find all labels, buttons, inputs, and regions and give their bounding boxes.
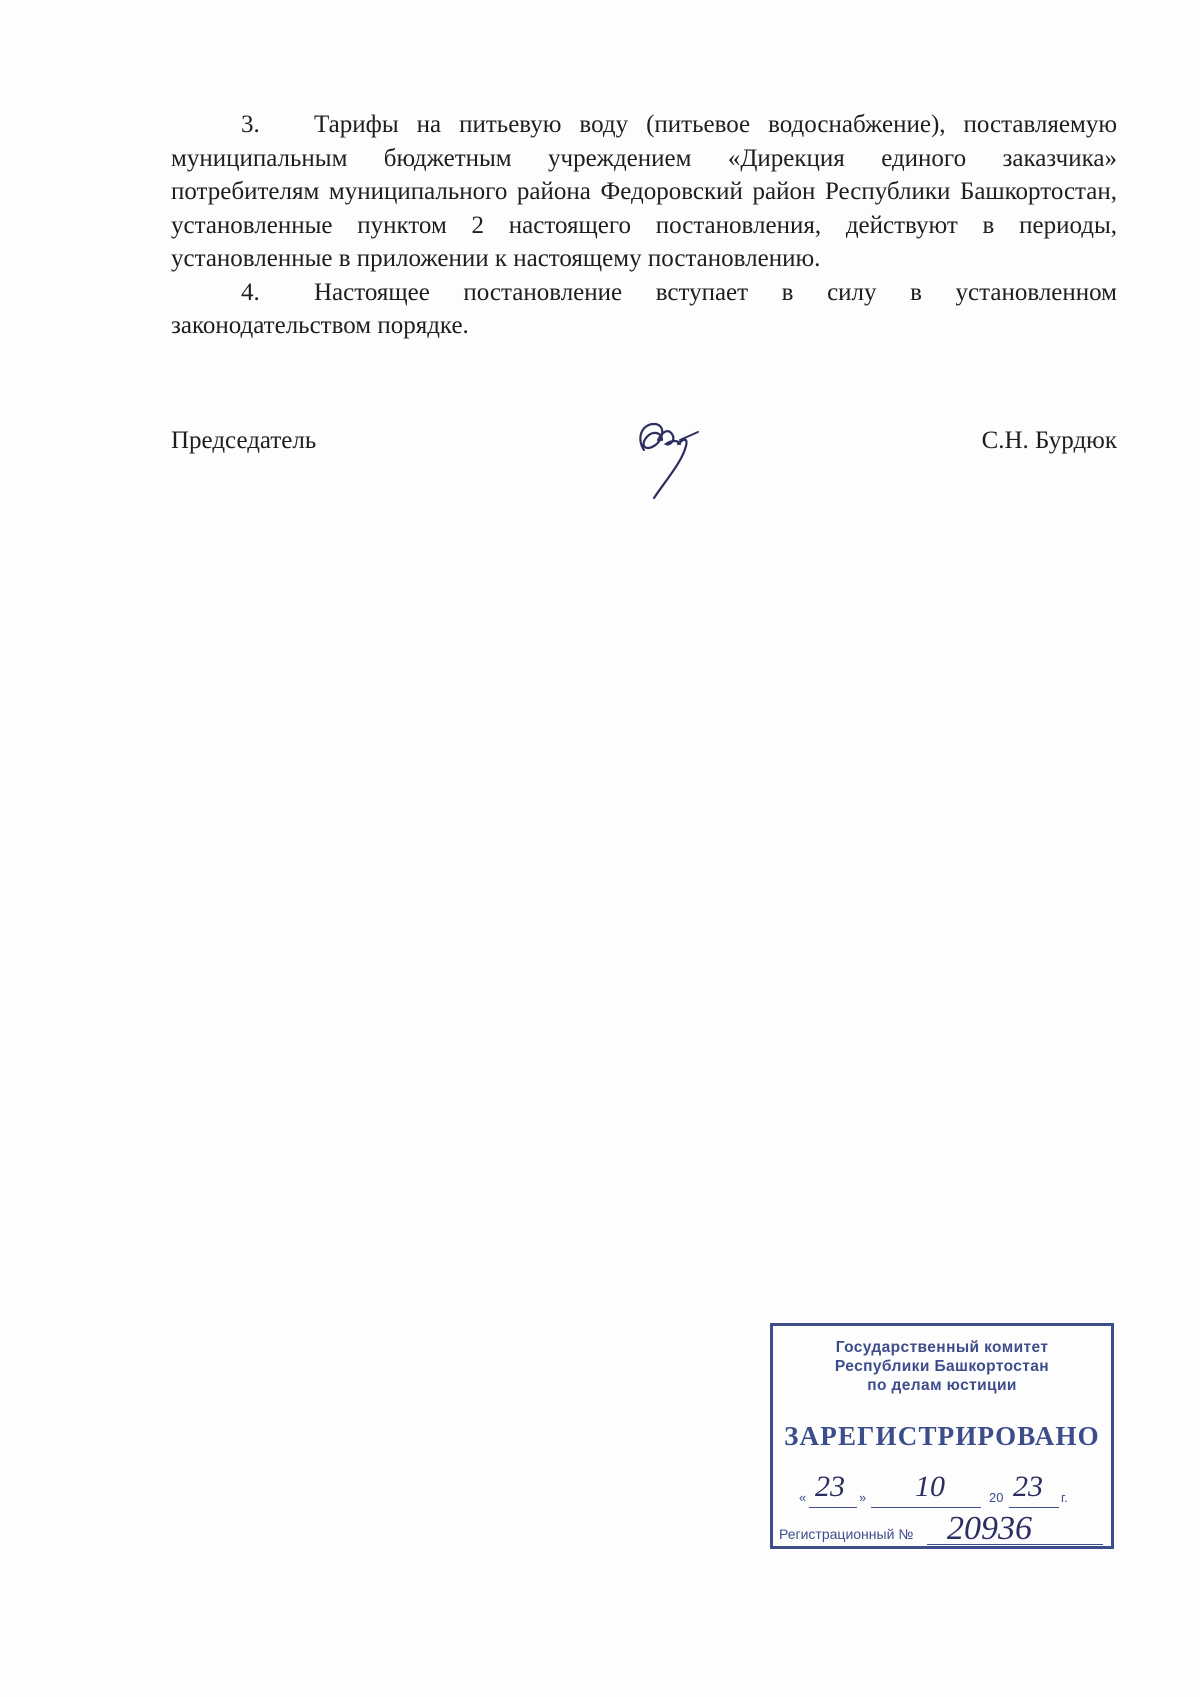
stamp-org-line: Республики Башкортостан: [834, 1358, 1050, 1375]
paragraph-number: 3.: [241, 111, 260, 138]
stamp-year: 23: [1013, 1470, 1043, 1503]
signer-name: С.Н. Бурдюк: [981, 427, 1117, 454]
stamp-org-line: Государственный комитет: [835, 1339, 1049, 1356]
year-unit: г.: [1061, 1490, 1068, 1505]
stamp-date: [799, 1472, 1099, 1508]
paragraph-text: Настоящее постановление вступает в силу в установленном законодательством порядке.: [171, 278, 1117, 339]
stamp-status: ЗАРЕГИСТРИРОВАНО: [784, 1421, 1100, 1451]
document-body: [171, 108, 1117, 343]
paragraph-3: [171, 108, 1117, 276]
year-prefix: 20: [989, 1490, 1004, 1505]
registration-stamp: [770, 1323, 1114, 1549]
stamp-registration: [779, 1510, 1109, 1547]
month-underline: [871, 1507, 981, 1508]
close-quote: »: [859, 1490, 867, 1505]
handwritten-signature: [632, 410, 712, 502]
stamp-month: 10: [915, 1470, 945, 1503]
year-underline: [1009, 1507, 1059, 1508]
day-underline: [809, 1507, 857, 1508]
position-title: Председатель: [171, 427, 317, 454]
stamp-day: 23: [815, 1470, 845, 1503]
stamp-organization: [773, 1338, 1111, 1395]
stamp-org-line: по делам юстиции: [867, 1377, 1017, 1394]
open-quote: «: [799, 1490, 807, 1505]
reg-label: Регистрационный №: [779, 1526, 914, 1542]
paragraph-4: [171, 276, 1117, 343]
reg-number: 20936: [947, 1510, 1032, 1547]
paragraph-number: 4.: [241, 278, 260, 306]
paragraph-text: Тарифы на питьевую воду (питьевое водоснабжение), поставляемую муниципальным бюджетным учреждением «Дирекция единого заказчика» потребителям муниципального района Федоровский район Республики Башкортостан, установленные пунктом 2 настоящего постановления, действуют в периоды, установленные в приложении к настоящему постановлению.: [171, 111, 1117, 272]
